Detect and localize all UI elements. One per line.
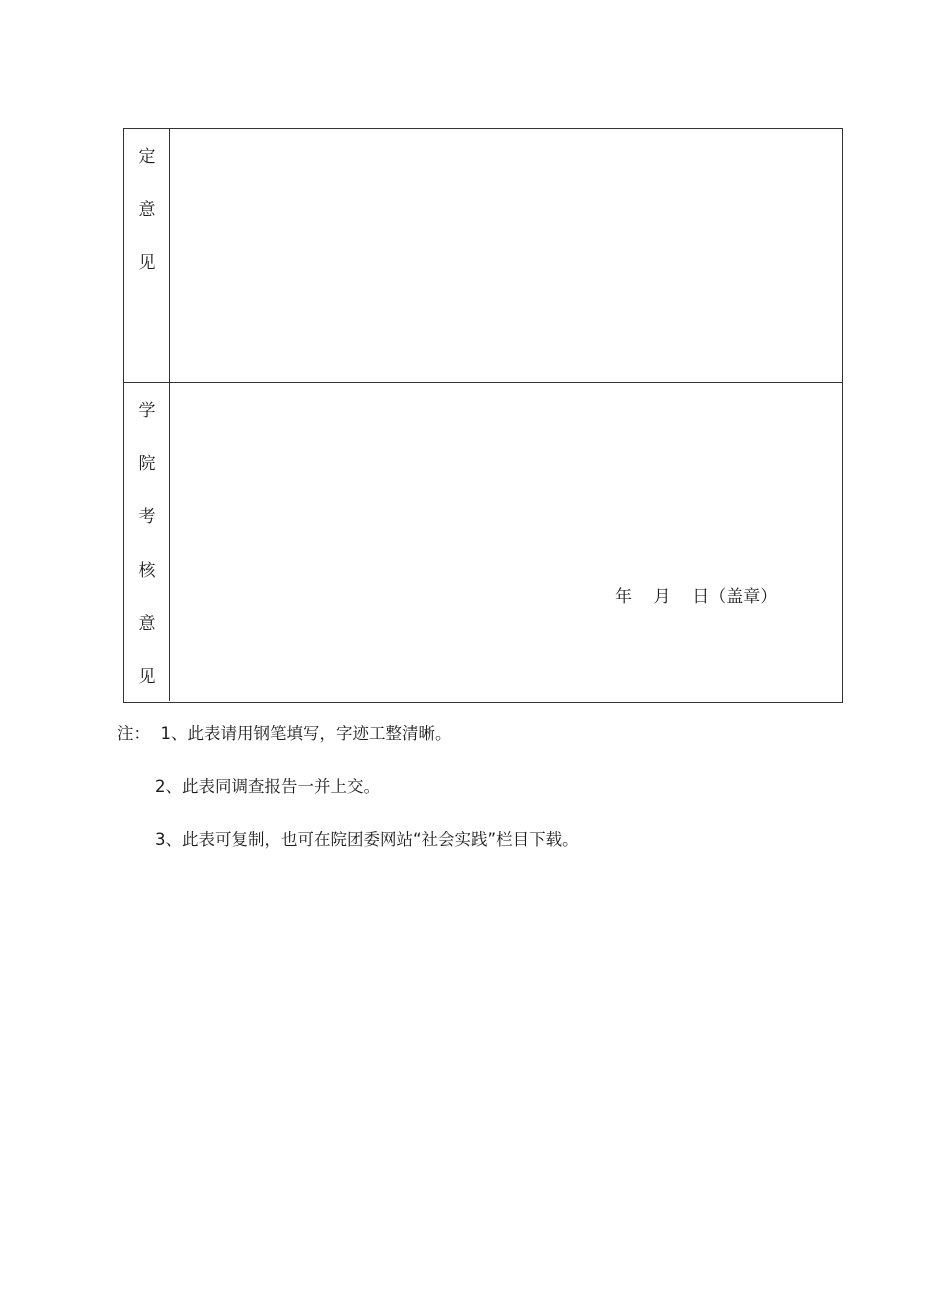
opinion-label-cell [124, 129, 170, 382]
note-line-1: 注： 1、此表请用钢笔填写，字迹工整清晰。 [117, 724, 452, 743]
opinion-row [124, 129, 842, 383]
label-char: 见 [138, 667, 156, 687]
opinion-content-cell [170, 129, 842, 382]
label-char: 学 [138, 401, 156, 421]
label-char: 见 [138, 253, 156, 273]
college-assessment-label-cell [124, 383, 170, 701]
label-char: 院 [138, 454, 156, 474]
label-char: 定 [138, 147, 156, 167]
label-char: 意 [138, 614, 156, 634]
college-assessment-content-cell [170, 383, 842, 701]
date-seal-line: 年 月 日（盖章） [615, 587, 778, 607]
note-line-2: 2、此表同调查报告一并上交。 [155, 777, 380, 796]
note-line-3: 3、此表可复制，也可在院团委网站“社会实践”栏目下载。 [155, 830, 579, 849]
label-char: 考 [138, 507, 156, 527]
label-char: 核 [138, 561, 156, 581]
label-char: 意 [138, 200, 156, 220]
evaluation-form-table [123, 128, 843, 703]
college-assessment-row [124, 383, 842, 701]
